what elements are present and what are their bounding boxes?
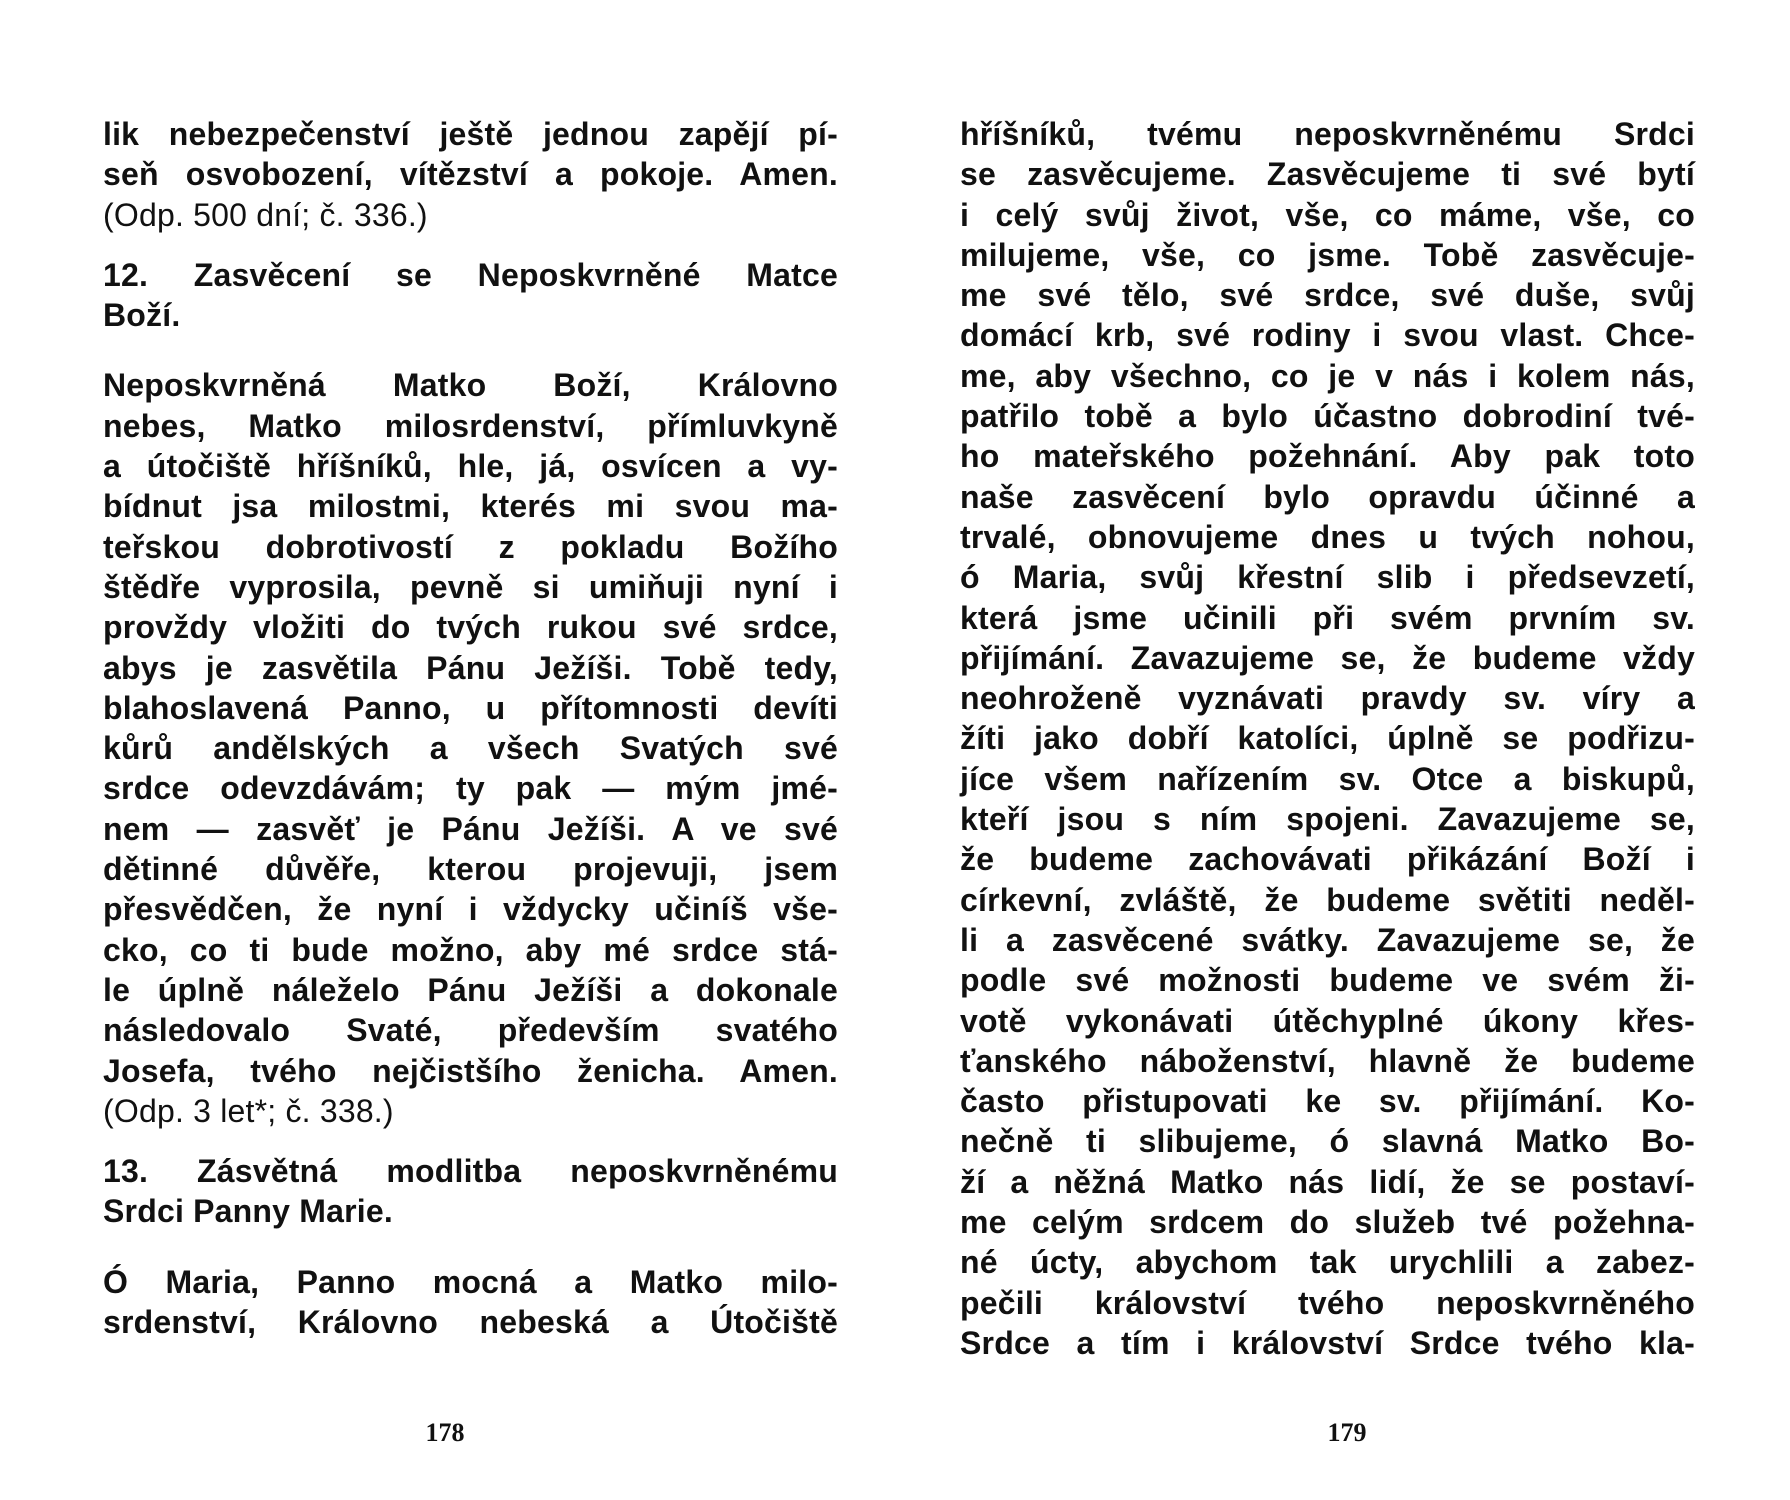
left-text-column xyxy=(103,114,838,1342)
indulgence-note: (Odp. 3 let*; č. 338.) xyxy=(103,1092,394,1129)
text-line: milujeme, vše, co jsme. Tobě zasvěcuje- xyxy=(960,236,1695,273)
text-line: le úplně náleželo Pánu Ježíši a dokonale xyxy=(103,971,838,1008)
text-line: církevní, zvláště, že budeme světiti neděl- xyxy=(960,881,1695,918)
heading-line: Srdci Panny Marie. xyxy=(103,1193,393,1230)
text-line: podle své možnosti budeme ve svém ži- xyxy=(960,962,1695,999)
heading-line: 12. Zasvěcení se Neposkvrněné Matce xyxy=(103,256,838,293)
section-heading-12 xyxy=(103,255,838,336)
page-number: 179 xyxy=(1327,1418,1367,1447)
text-line: nem — zasvěť je Pánu Ježíši. A ve své xyxy=(103,810,838,847)
right-text-column xyxy=(960,114,1695,1363)
text-line: provždy vložiti do tvých rukou své srdce, xyxy=(103,609,838,646)
text-line: Josefa, tvého nejčistšího ženicha. Amen. xyxy=(103,1052,838,1089)
text-line: ho mateřského požehnání. Aby pak toto xyxy=(960,438,1695,475)
text-line: bídnut jsa milostmi, kterés mi svou ma- xyxy=(103,488,838,525)
text-line: domácí krb, své rodiny i svou vlast. Chce- xyxy=(960,317,1695,354)
text-line: žíti jako dobří katolíci, úplně se podřizu- xyxy=(960,720,1695,757)
text-line: me celým srdcem do služeb tvé požehna- xyxy=(960,1204,1695,1241)
text-line: že budeme zachovávati přikázání Boží i xyxy=(960,841,1695,878)
text-line: ťanského náboženství, hlavně že budeme xyxy=(960,1042,1695,1079)
text-line: neohroženě vyznávati pravdy sv. víry a xyxy=(960,680,1695,717)
right-page xyxy=(895,0,1790,1500)
text-line: patřilo tobě a bylo účastno dobrodiní tvé- xyxy=(960,398,1695,435)
text-line: teřskou dobrotivostí z pokladu Božího xyxy=(103,528,838,565)
text-line: cko, co ti bude možno, aby mé srdce stá- xyxy=(103,931,838,968)
text-line: li a zasvěcené svátky. Zavazujeme se, že xyxy=(960,921,1695,958)
text-line: kůrů andělských a všech Svatých své xyxy=(103,730,838,767)
text-line: následovalo Svaté, především svatého xyxy=(103,1012,838,1049)
text-line: srdce odevzdávám; ty pak — mým jmé- xyxy=(103,770,838,807)
text-line: me své tělo, své srdce, své duše, svůj xyxy=(960,277,1695,314)
text-line: abys je zasvětila Pánu Ježíši. Tobě tedy, xyxy=(103,649,838,686)
heading-line: Boží. xyxy=(103,297,181,334)
text-line: se zasvěcujeme. Zasvěcujeme ti své bytí xyxy=(960,156,1695,193)
text-line: pečili království tvého neposkvrněného xyxy=(960,1284,1695,1321)
text-line: kteří jsou s ním spojeni. Zavazujeme se, xyxy=(960,801,1695,838)
text-line: i celý svůj život, vše, co máme, vše, co xyxy=(960,196,1695,233)
indulgence-note: (Odp. 500 dní; č. 336.) xyxy=(103,196,428,233)
text-line: naše zasvěcení bylo opravdu účinné a xyxy=(960,478,1695,515)
text-line: jíce všem nařízením sv. Otce a biskupů, xyxy=(960,760,1695,797)
text-line: votě vykonávati útěchyplné úkony křes- xyxy=(960,1002,1695,1039)
heading-line: 13. Zásvětná modlitba neposkvrněnému xyxy=(103,1153,838,1190)
text-line: která jsme učinili při svém prvním sv. xyxy=(960,599,1695,636)
text-line: blahoslavená Panno, u přítomnosti devíti xyxy=(103,689,838,726)
text-line: né úcty, abychom tak urychlili a zabez- xyxy=(960,1244,1695,1281)
text-line: nebes, Matko milosrdenství, přímluvkyně xyxy=(103,407,838,444)
prayer-12 xyxy=(103,365,838,1090)
page-number: 178 xyxy=(425,1418,465,1447)
text-line: často přistupovati ke sv. přijímání. Ko- xyxy=(960,1083,1695,1120)
left-paragraph-continued xyxy=(103,114,838,195)
section-heading-13 xyxy=(103,1151,838,1232)
text-line: seň osvobození, vítězství a pokoje. Amen. xyxy=(103,156,838,193)
text-line: dětinné důvěře, kterou projevuji, jsem xyxy=(103,851,838,888)
text-line: přesvědčen, že nyní i vždycky učiníš vše- xyxy=(103,891,838,928)
text-line: me, aby všechno, co je v nás i kolem nás, xyxy=(960,357,1695,394)
prayer-13 xyxy=(103,1262,838,1343)
text-line: ží a něžná Matko nás lidí, že se postaví- xyxy=(960,1163,1695,1200)
text-line: srdenství, Královno nebeská a Útočiště xyxy=(103,1304,838,1341)
text-line: hříšníků, tvému neposkvrněnému Srdci xyxy=(960,116,1695,152)
text-line: ó Maria, svůj křestní slib i předsevzetí, xyxy=(960,559,1695,596)
text-line: štědře vyprosila, pevně si umiňuji nyní i xyxy=(103,568,838,605)
text-line: Srdce a tím i království Srdce tvého kla- xyxy=(960,1324,1695,1361)
text-line: nečně ti slibujeme, ó slavná Matko Bo- xyxy=(960,1123,1695,1160)
text-line: a útočiště hříšníků, hle, já, osvícen a vy- xyxy=(103,448,838,485)
text-line: trvalé, obnovujeme dnes u tvých nohou, xyxy=(960,518,1695,555)
text-line: lik nebezpečenství ještě jednou zapějí pí- xyxy=(103,116,838,152)
text-line: přijímání. Zavazujeme se, že budeme vždy xyxy=(960,639,1695,676)
text-line: Ó Maria, Panno mocná a Matko milo- xyxy=(103,1263,838,1300)
text-line: Neposkvrněná Matko Boží, Královno xyxy=(103,367,838,404)
